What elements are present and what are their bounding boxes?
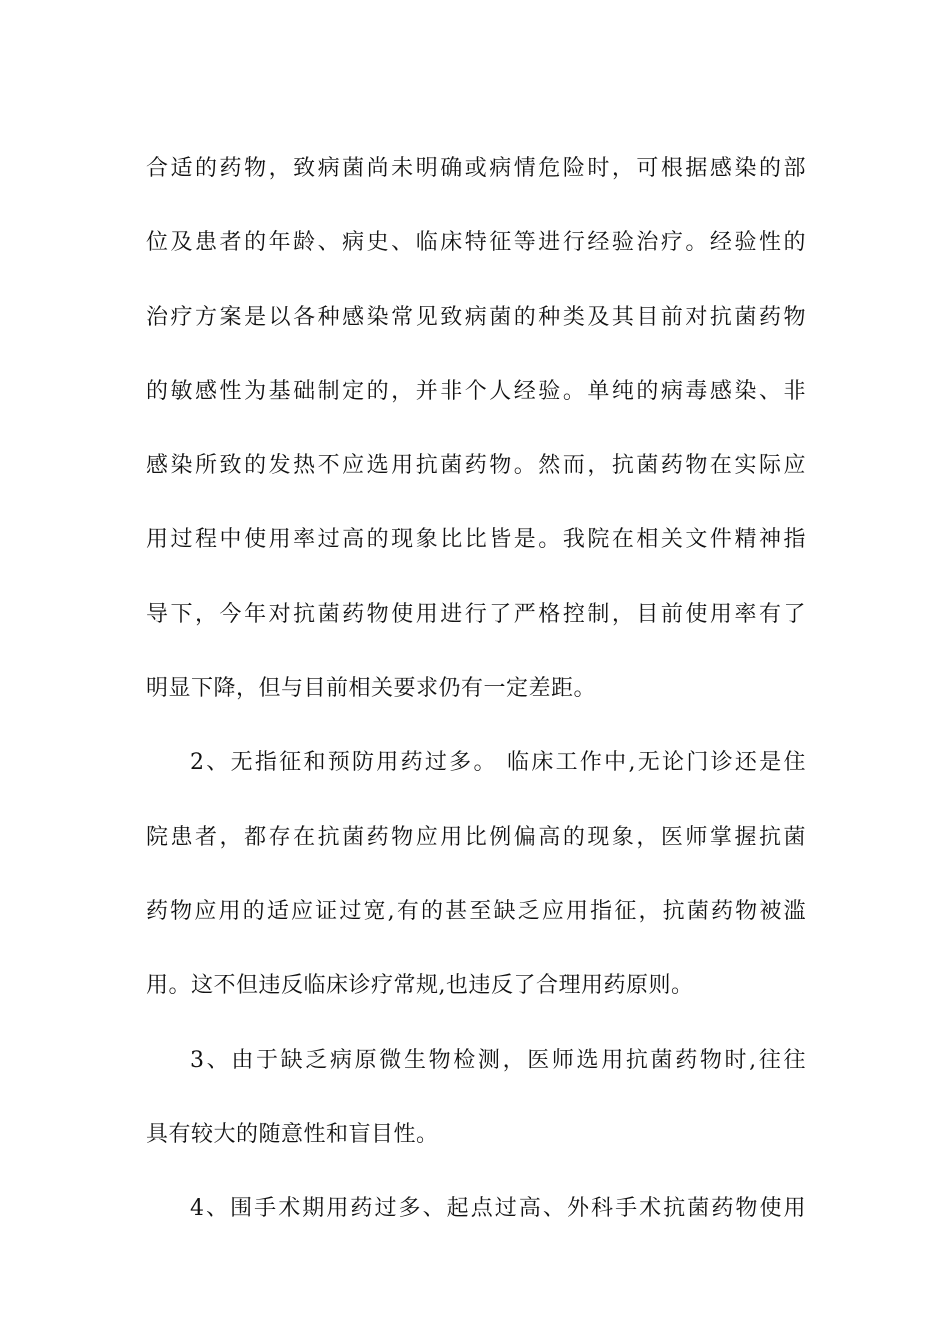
text-line: 合适的药物，致病菌尚未明确或病情危险时，可根据感染的部 (146, 156, 806, 181)
text-line: 2、无指征和预防用药过多。 临床工作中,无论门诊还是住 (190, 750, 806, 776)
text-line: 感染所致的发热不应选用抗菌药物。然而，抗菌药物在实际应 (146, 453, 806, 479)
text-line: 院患者，都存在抗菌药物应用比例偏高的现象，医师掌握抗菌 (146, 824, 806, 850)
text-line: 4、围手术期用药过多、起点过高、外科手术抗菌药物使用 (190, 1196, 806, 1222)
text-line: 3、由于缺乏病原微生物检测，医师选用抗菌药物时,往往 (190, 1047, 806, 1073)
text-line: 治疗方案是以各种感染常见致病菌的种类及其目前对抗菌药物 (146, 304, 806, 330)
text-line: 用。这不但违反临床诊疗常规,也违反了合理用药原则。 (146, 973, 694, 999)
text-line: 位及患者的年龄、病史、临床特征等进行经验治疗。经验性的 (146, 230, 806, 256)
text-line: 用过程中使用率过高的现象比比皆是。我院在相关文件精神指 (146, 527, 806, 553)
text-line: 具有较大的随意性和盲目性。 (146, 1121, 439, 1147)
text-line: 导下，今年对抗菌药物使用进行了严格控制，目前使用率有了 (146, 601, 806, 627)
text-line: 药物应用的适应证过宽,有的甚至缺乏应用指征，抗菌药物被滥 (146, 898, 806, 924)
text-line: 明显下降，但与目前相关要求仍有一定差距。 (146, 676, 597, 702)
body-text (146, 132, 806, 1246)
text-line: 的敏感性为基础制定的，并非个人经验。单纯的病毒感染、非 (146, 378, 806, 404)
